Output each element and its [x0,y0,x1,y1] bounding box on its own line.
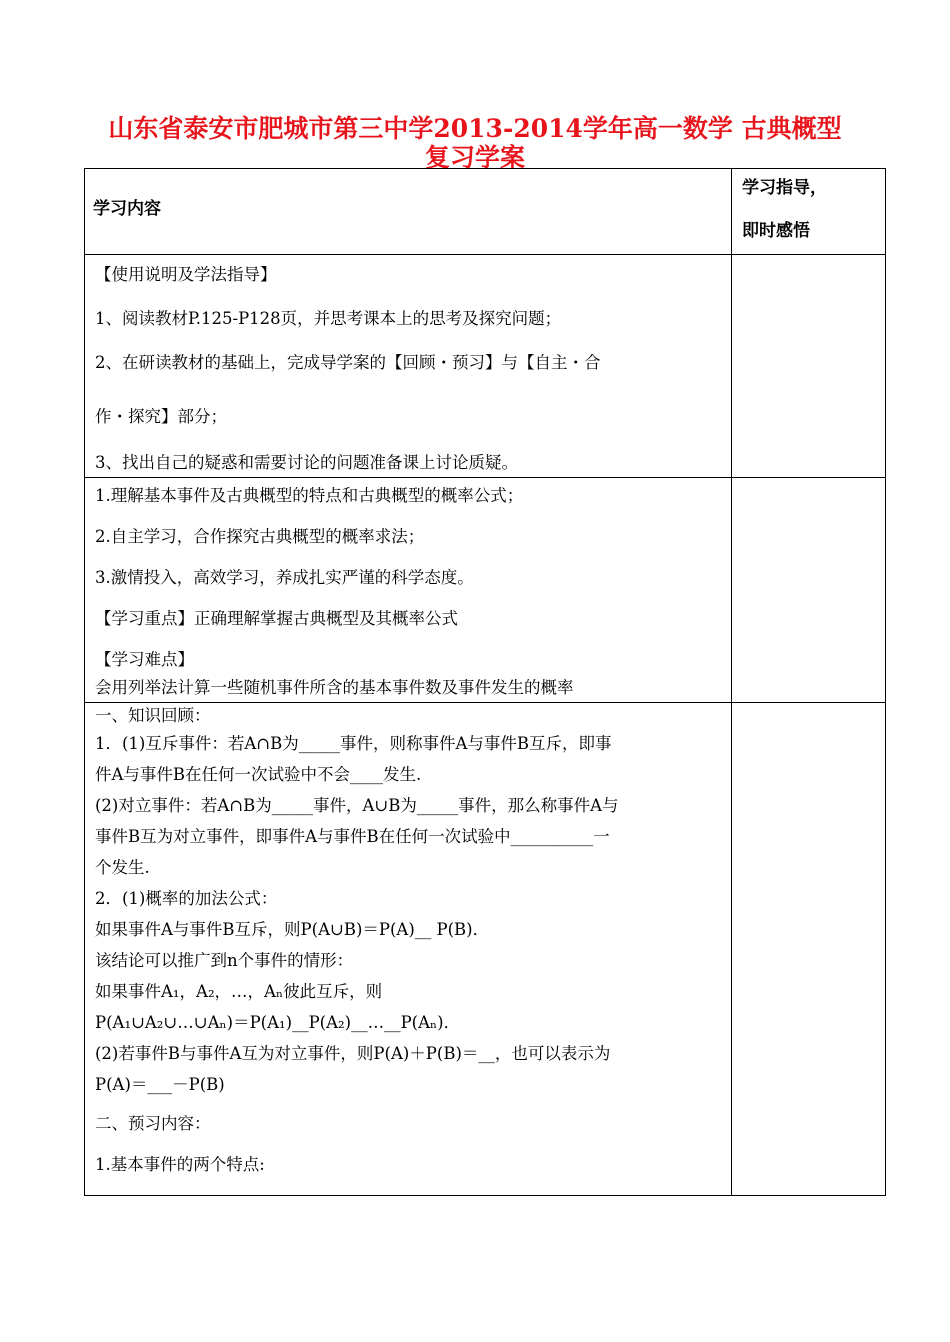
header-guide-cell [732,169,886,255]
instructions-item-3: 3、找出自己的疑惑和需要讨论的问题准备课上讨论质疑。 [95,453,518,472]
objective-3: 3.激情投入，高效学习，养成扎实严谨的科学态度。 [95,568,474,587]
review-line-5: 个发生. [95,858,150,877]
table-header-row [85,169,886,255]
instructions-item-2-cont: 作・探究】部分； [95,407,227,426]
difficulty-heading: 【学习难点】 [95,650,194,669]
review-cell [85,703,732,1196]
table-row-review [85,703,886,1196]
review-line-6: 2．(1)概率的加法公式： [95,889,278,908]
review-line-1: 1．(1)互斥事件：若A∩B为_____事件，则称事件A与事件B互斥，即事 [95,734,612,753]
objective-1: 1.理解基本事件及古典概型的特点和古典概型的概率公式； [95,486,524,505]
table-row-instructions [85,255,886,478]
key-point: 【学习重点】正确理解掌握古典概型及其概率公式 [95,609,458,628]
review-heading: 一、知识回顾： [95,706,211,725]
review-line-7: 如果事件A与事件B互斥，则P(A∪B)＝P(A)__ P(B)． [95,920,490,939]
instructions-heading: 【使用说明及学法指导】 [95,265,277,284]
preview-line-1: 1.基本事件的两个特点: [95,1155,265,1174]
objective-2: 2.自主学习，合作探究古典概型的概率求法； [95,527,425,546]
instructions-item-1: 1、阅读教材P.125-P128页，并思考课本上的思考及探究问题； [95,309,562,328]
header-guide-line1: 学习指导， [742,178,827,198]
table-row-objectives [85,478,886,703]
objectives-cell [85,478,732,703]
header-content-label: 学习内容 [93,199,161,219]
instructions-item-2: 2、在研读教材的基础上，完成导学案的【回顾・预习】与【自主・合 [95,353,601,372]
review-line-4: 事件B互为对立事件，即事件A与事件B在任何一次试验中__________一 [95,827,610,846]
guide-cell-3 [732,703,886,1196]
instructions-cell [85,255,732,478]
review-line-11: (2)若事件B与事件A互为对立事件，则P(A)＋P(B)＝__，也可以表示为 [95,1044,611,1063]
document-title-line1: 山东省泰安市肥城市第三中学2013-2014学年高一数学 古典概型 [108,114,842,143]
review-line-10: P(A₁∪A₂∪…∪Aₙ)＝P(A₁)__P(A₂)__…__P(Aₙ)． [95,1013,461,1032]
difficulty-text: 会用列举法计算一些随机事件所含的基本事件数及事件发生的概率 [95,678,574,697]
preview-heading: 二、预习内容： [95,1114,211,1133]
guide-cell-2 [732,478,886,703]
review-line-3: (2)对立事件：若A∩B为_____事件，A∪B为_____事件，那么称事件A与 [95,796,619,815]
document-title-line2: 复习学案 [424,143,525,172]
review-line-9: 如果事件A₁，A₂，…，Aₙ彼此互斥，则 [95,982,383,1001]
header-content-cell [85,169,732,255]
review-line-12: P(A)＝___－P(B) [95,1075,225,1094]
header-guide-line2: 即时感悟 [742,221,810,241]
guide-cell-1 [732,255,886,478]
review-line-8: 该结论可以推广到n个事件的情形： [95,951,354,970]
review-line-2: 件A与事件B在任何一次试验中不会____发生. [95,765,422,784]
study-plan-table [84,168,886,1196]
